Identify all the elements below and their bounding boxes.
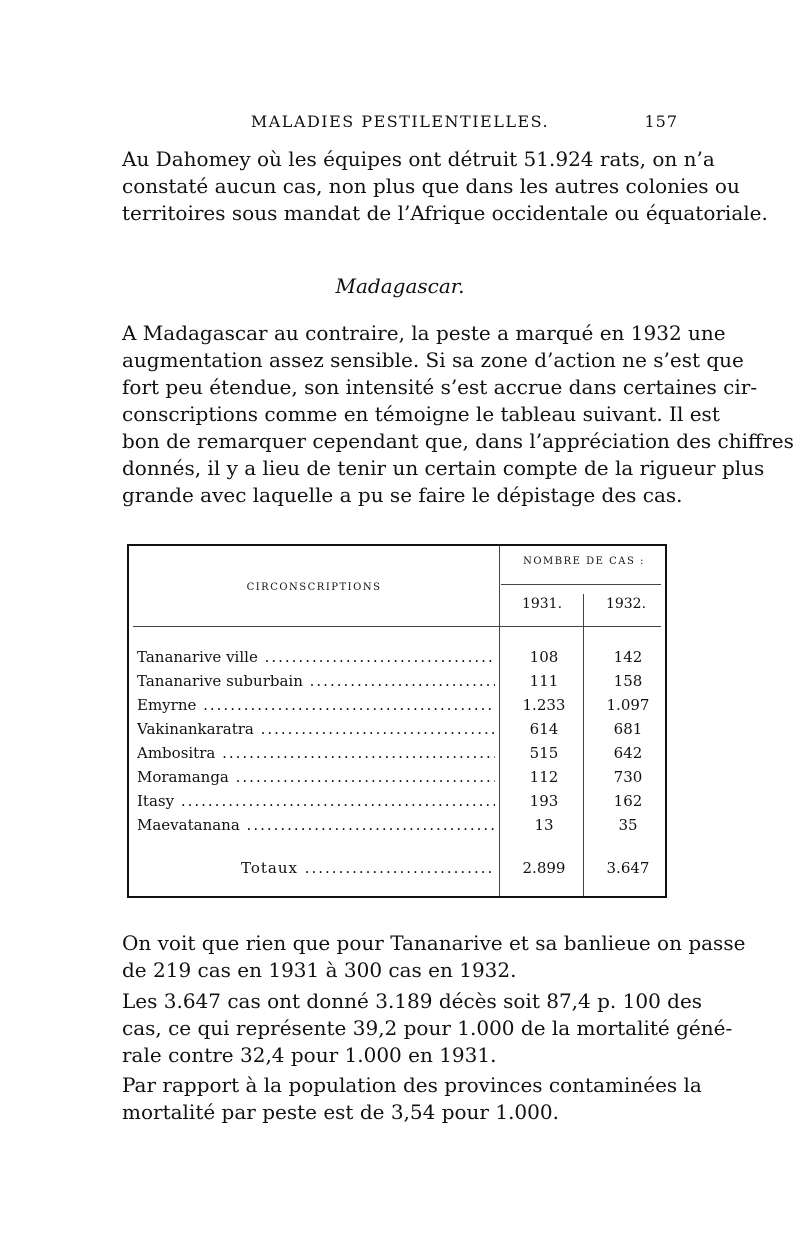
- row-name: Tananarive suburbain .....: [137, 672, 495, 690]
- table-row: [137, 744, 663, 766]
- paragraph-madagascar: [122, 320, 794, 509]
- cell-1931: 111: [529, 672, 559, 690]
- cell-1931: 112: [529, 768, 559, 786]
- table-row: [137, 672, 663, 694]
- text-line: augmentation assez sensible. Si sa zone d’action ne s’est que: [122, 348, 744, 372]
- cell-1932: 3.647: [606, 859, 650, 877]
- cases-table: [127, 544, 667, 898]
- cell-1931: 108: [529, 648, 559, 666]
- text-line: conscriptions comme en témoigne le tableau suivant. Il est: [122, 402, 720, 426]
- table-row: [137, 768, 663, 790]
- text-line: A Madagascar au contraire, la peste a marqué en 1932 une: [122, 321, 726, 345]
- cell-1931: 614: [529, 720, 559, 738]
- header-rule: [501, 584, 661, 585]
- text-line: donnés, il y a lieu de tenir un certain compte de la rigueur plus: [122, 456, 765, 480]
- cell-1931: 1.233: [522, 696, 566, 714]
- row-name: Emyrne .....: [137, 696, 495, 714]
- cell-1932: 642: [613, 744, 643, 762]
- cell-1932: 35: [618, 816, 638, 834]
- paragraph-tananarive: [122, 930, 746, 984]
- header-circonscriptions: CIRCONSCRIPTIONS: [246, 582, 382, 593]
- header-year-1931: 1931.: [521, 596, 563, 612]
- row-name: Tananarive ville .....: [137, 648, 495, 666]
- cell-1932: 730: [613, 768, 643, 786]
- table-row: [137, 816, 663, 838]
- cell-1932: 1.097: [606, 696, 650, 714]
- text-line: On voit que rien que pour Tananarive et sa banlieue on passe: [122, 931, 746, 955]
- table-row: [137, 696, 663, 718]
- cell-1932: 142: [613, 648, 643, 666]
- header-nombre-de-cas: NOMBRE DE CAS :: [523, 556, 645, 567]
- row-name: Maevatanana .....: [137, 816, 495, 834]
- cell-1932: 162: [613, 792, 643, 810]
- cell-1931: 515: [529, 744, 559, 762]
- text-line: cas, ce qui représente 39,2 pour 1.000 de la mortalité géné-: [122, 1016, 733, 1040]
- cell-1931: 13: [534, 816, 554, 834]
- text-line: grande avec laquelle a pu se faire le dépistage des cas.: [122, 483, 683, 507]
- row-name: Moramanga .....: [137, 768, 495, 786]
- row-name: Totaux .....: [137, 859, 495, 877]
- text-line: Au Dahomey où les équipes ont détruit 51.924 rats, on n’a: [122, 147, 715, 171]
- text-line: bon de remarquer cependant que, dans l’appréciation des chiffres: [122, 429, 794, 453]
- text-line: territoires sous mandat de l’Afrique occidentale ou équatoriale.: [122, 201, 768, 225]
- cell-1931: 193: [529, 792, 559, 810]
- row-name: Itasy .....: [137, 792, 495, 810]
- cell-1932: 681: [613, 720, 643, 738]
- text-line: de 219 cas en 1931 à 300 cas en 1932.: [122, 958, 517, 982]
- paragraph-dahomey: [122, 146, 768, 227]
- paragraph-mortality: [122, 1072, 702, 1126]
- text-line: constaté aucun cas, non plus que dans les autres colonies ou: [122, 174, 740, 198]
- cell-1932: 158: [613, 672, 643, 690]
- text-line: fort peu étendue, son intensité s’est accrue dans certaines cir-: [122, 375, 758, 399]
- row-name: Ambositra .....: [137, 744, 495, 762]
- table-row: [137, 648, 663, 670]
- running-head: [122, 112, 678, 136]
- page-number: 157: [644, 112, 678, 131]
- text-line: mortalité par peste est de 3,54 pour 1.000.: [122, 1100, 559, 1124]
- header-rule: [133, 626, 661, 627]
- text-line: Par rapport à la population des provinces contaminées la: [122, 1073, 702, 1097]
- paragraph-deaths: [122, 988, 733, 1069]
- text-line: Les 3.647 cas ont donné 3.189 décès soit 87,4 p. 100 des: [122, 989, 703, 1013]
- table-row: [137, 792, 663, 814]
- row-name: Vakinankaratra .....: [137, 720, 495, 738]
- text-line: rale contre 32,4 pour 1.000 en 1931.: [122, 1043, 497, 1067]
- cell-1931: 2.899: [522, 859, 566, 877]
- table-row-total: [137, 859, 663, 881]
- table-row: [137, 720, 663, 742]
- running-title: MALADIES PESTILENTIELLES.: [250, 112, 550, 131]
- header-year-1932: 1932.: [605, 596, 647, 612]
- section-heading: Madagascar.: [335, 274, 465, 298]
